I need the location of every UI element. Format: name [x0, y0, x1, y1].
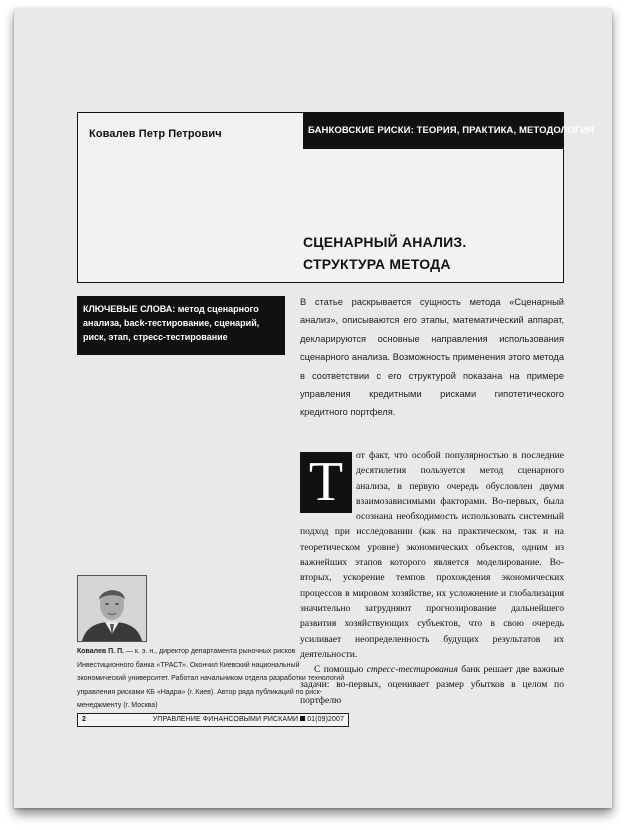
magazine-page: [14, 8, 612, 808]
title-line-2: СТРУКТУРА МЕТОДА: [303, 256, 451, 272]
issue-number: 01(09)2007: [307, 716, 344, 723]
author-bio: [77, 645, 347, 713]
author-name: Ковалев Петр Петрович: [89, 128, 222, 140]
journal-line: [153, 714, 344, 726]
drop-cap: Т: [300, 452, 352, 513]
page-number: 2: [82, 716, 86, 723]
emphasis-stress-testing: стресс-тестирования: [366, 664, 458, 676]
keywords-box: КЛЮЧЕВЫЕ СЛОВА: метод сценарного анализа, back-тестирование, сценарий, риск, этап, стресс-тестирование: [77, 296, 285, 355]
author-portrait-image: [78, 576, 146, 641]
article-header: [77, 112, 595, 283]
abstract: В статье раскрывается сущность метода «Сценарный анализ», описываются его этапы, математический аппарат, декларируются основные направления использования сценарного анализа. Возможность применения этого метода в соответствии с его структурой показана на примере управления кредитными рисками гипотетического кредитного портфеля.: [300, 297, 564, 418]
body-paragraph-2-end: банк решает две важные задачи: во-первых, оценивает размер убытков в целом по портфелю: [300, 664, 564, 706]
bio-text: — к. э. н., директор департамента рыночных рисков Инвестиционного банка «ТРАСТ». Окончил Киевский национальный экономический университет. Работал начальником отдела разработки технологий управления рисками КБ «Надра» (г. Киев). Автор ряда публикаций по риск-менеджменту (г. Москва): [77, 648, 345, 710]
body-paragraph-1: [300, 448, 564, 662]
author-photo: [77, 575, 147, 642]
bio-name: Ковалев П. П.: [77, 648, 125, 655]
article-title: [303, 231, 466, 275]
body-paragraph-1-text: от факт, что особой популярностью в последние десятилетия пользуется метод сценарного анализа, в первую очередь обусловлен двумя взаимозависимыми факторами. Во-первых, была осознана необходимость использовать системный подход при исследовании (как на практическом, так и на теоретическом уровне) экономических объектов, одним из важнейших этапов которого является моделирование. Во-вторых, ускорение темпов прохождения экономических процессов в мировом хозяйстве, их усложнение и глобализация значительно затрудняют прогнозирование дальнейшего развития хозяйствующих субъектов, что в свою очередь усиливает неопределенность будущих результатов их деятельности.: [300, 450, 564, 660]
body-paragraph-2-start: С помощью: [314, 664, 367, 676]
journal-name: УПРАВЛЕНИЕ ФИНАНСОВЫМИ РИСКАМИ: [152, 716, 299, 723]
rubric-banner: БАНКОВСКИЕ РИСКИ: ТЕОРИЯ, ПРАКТИКА, МЕТОДОЛОГИЯ: [303, 113, 563, 149]
square-bullet-icon: [300, 716, 305, 721]
page-footer: [77, 713, 349, 727]
title-line-1: СЦЕНАРНЫЙ АНАЛИЗ.: [303, 234, 467, 250]
